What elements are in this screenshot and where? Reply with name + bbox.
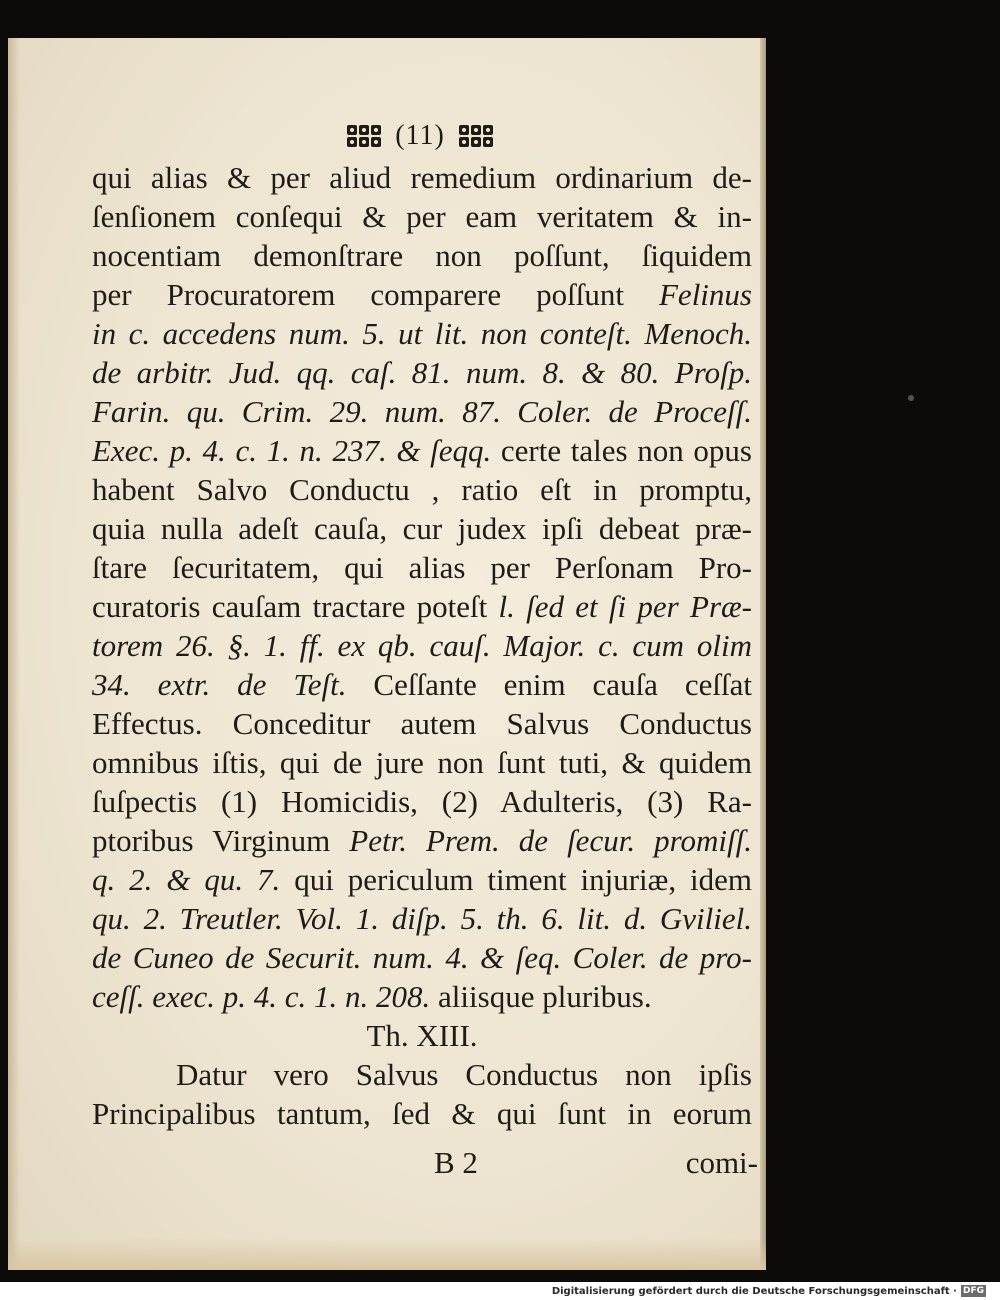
text-line: [92, 353, 752, 392]
citation-run: Exec. p. 4. c. 1. n. 237. & ſeqq.: [92, 433, 492, 468]
text-run: habent Salvo Conductu , ratio eſt in promptu,: [92, 472, 752, 507]
citation-run: q. 2. & qu. 7.: [92, 862, 281, 897]
text-run: omnibus iſtis, qui de jure non ſunt tuti, & quidem: [92, 745, 752, 780]
text-line: [92, 392, 752, 431]
citation-run: in c. accedens num. 5. ut lit. non conteſt. Menoch.: [92, 316, 752, 351]
text-line: [92, 236, 752, 275]
text-run: qui alias & per aliud remedium ordinarium de-: [92, 160, 752, 195]
text-line: [92, 665, 752, 704]
page-gutter-shadow: [8, 38, 20, 1270]
page-right-edge: [760, 38, 766, 1270]
running-header: [310, 118, 530, 154]
text-line: [92, 977, 752, 1016]
text-run: Ceſſante enim cauſa ceſſat: [346, 667, 752, 702]
body-paragraph: [92, 158, 752, 1016]
text-run: nocentiam demonſtrare non poſſunt, ſiquidem: [92, 238, 752, 273]
citation-run: de Cuneo de Securit. num. 4. & ſeq. Coler. de pro-: [92, 940, 752, 975]
text-line: [92, 470, 752, 509]
text-line: [92, 548, 752, 587]
text-line: [92, 743, 752, 782]
citation-run: de arbitr. Jud. qq. caſ. 81. num. 8. & 80. Proſp.: [92, 355, 752, 390]
text-line: [92, 275, 752, 314]
credit-text: Digitalisierung gefördert durch die Deutsche Forschungsgemeinschaft ·: [551, 1285, 957, 1297]
text-line: [92, 431, 752, 470]
text-run: curatoris cauſam tractare poteſt: [92, 589, 499, 624]
page-bottom-edge: [8, 1238, 766, 1270]
text-run: ſenſionem conſequi & per eam veritatem & in-: [92, 199, 752, 234]
fleuron-ornament-icon: [457, 123, 495, 149]
text-run: ptoribus Virginum: [92, 823, 350, 858]
text-run: ſtare ſecuritatem, qui alias per Perſonam Pro-: [92, 550, 752, 585]
text-line: [92, 704, 752, 743]
text-line: [92, 158, 752, 197]
text-run: Effectus. Conceditur autem Salvus Conductus: [92, 706, 752, 741]
citation-run: Felinus: [659, 277, 752, 312]
main-text-block: [92, 158, 752, 1133]
text-line: [92, 509, 752, 548]
citation-run: Petr. Prem. de ſecur. promiſſ.: [349, 823, 753, 858]
fleuron-ornament-icon: [345, 123, 383, 149]
signature-mark: B 2: [434, 1145, 478, 1180]
text-run: quia nulla adeſt cauſa, cur judex ipſi debeat præ-: [92, 511, 752, 546]
page-number: (11): [395, 120, 445, 151]
page-footer: [92, 1145, 758, 1185]
citation-run: qu. 2. Treutler. Vol. 1. diſp. 5. th. 6. lit. d. Gviliel.: [92, 901, 752, 936]
text-line: [92, 626, 752, 665]
text-line: [92, 821, 752, 860]
citation-run: 34. extr. de Teſt.: [92, 667, 347, 702]
section-text-line: Principalibus tantum, ſed & qui ſunt in eorum: [92, 1096, 752, 1131]
text-line: [92, 899, 752, 938]
digitization-credit: [552, 1284, 986, 1298]
text-line: [92, 782, 752, 821]
text-run: qui periculum timent injuriæ, idem: [280, 862, 752, 897]
dfg-logo: DFG: [962, 1286, 984, 1296]
text-line: [92, 197, 752, 236]
citation-run: Farin. qu. Crim. 29. num. 87. Coler. de Proceſſ.: [92, 394, 752, 429]
text-run: aliisque pluribus.: [430, 979, 652, 1014]
text-line: [92, 860, 752, 899]
catchword: comi-: [685, 1145, 758, 1180]
section-text-line: Datur vero Salvus Conductus non ipſis: [176, 1057, 752, 1092]
section-heading: Th. XIII.: [366, 1018, 478, 1053]
citation-run: torem 26. §. 1. ff. ex qb. cauſ. Major. c. cum olim: [92, 628, 752, 663]
citation-run: l. ſed et ſi per Præ-: [498, 589, 753, 624]
text-line: [92, 587, 752, 626]
text-line: [92, 938, 752, 977]
text-run: certe tales non opus: [491, 433, 752, 468]
ink-spot: [908, 395, 914, 401]
text-run: ſuſpectis (1) Homicidis, (2) Adulteris, (3) Ra-: [92, 784, 752, 819]
text-run: per Procuratorem comparere poſſunt: [92, 277, 659, 312]
citation-run: ceſſ. exec. p. 4. c. 1. n. 208.: [92, 979, 431, 1014]
text-line: [92, 314, 752, 353]
